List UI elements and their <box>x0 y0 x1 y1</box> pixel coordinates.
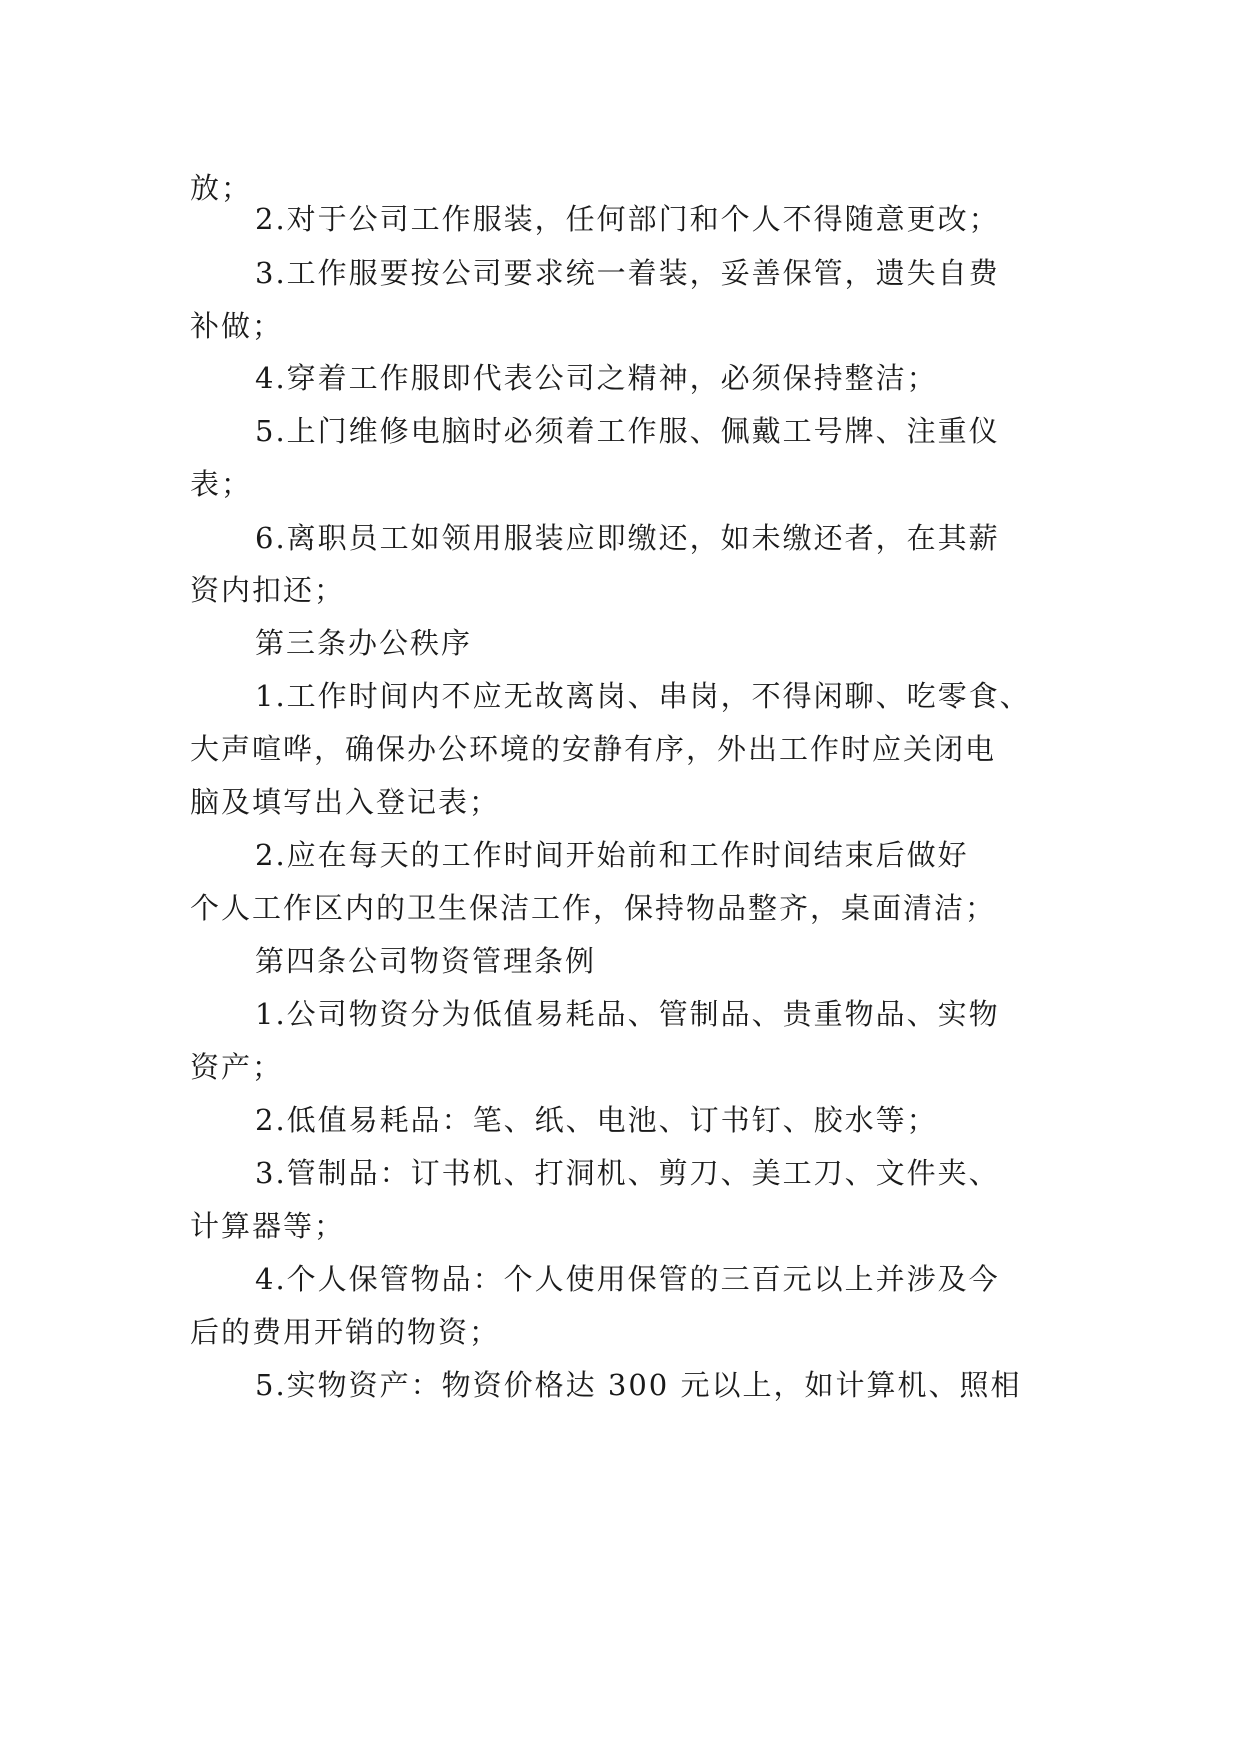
text-line: 个人工作区内的卫生保洁工作，保持物品整齐，桌面清洁； <box>190 891 997 925</box>
text-line: 4.穿着工作服即代表公司之精神，必须保持整洁； <box>255 361 938 395</box>
text-line: 3.工作服要按公司要求统一着装，妥善保管，遗失自费 <box>255 256 1000 290</box>
text-line: 资内扣还； <box>190 573 346 607</box>
text-line: 表； <box>190 467 253 501</box>
text-line: 放； <box>190 171 253 205</box>
text-line: 补做； <box>190 309 284 343</box>
text-line: 大声喧哗，确保办公环境的安静有序，外出工作时应关闭电 <box>190 732 997 766</box>
text-line: 6.离职员工如领用服装应即缴还，如未缴还者，在其薪 <box>255 521 1000 555</box>
text-line: 2.对于公司工作服装，任何部门和个人不得随意更改； <box>255 202 1000 236</box>
text-line: 1.工作时间内不应无故离岗、串岗，不得闲聊、吃零食、 <box>255 679 1031 713</box>
text-line: 2.应在每天的工作时间开始前和工作时间结束后做好 <box>255 838 969 872</box>
text-line: 5.上门维修电脑时必须着工作服、佩戴工号牌、注重仪 <box>255 414 1000 448</box>
text-line: 1.公司物资分为低值易耗品、管制品、贵重物品、实物 <box>255 997 1000 1031</box>
text-line: 资产； <box>190 1050 284 1084</box>
section-heading: 第四条公司物资管理条例 <box>255 944 597 978</box>
text-line: 脑及填写出入登记表； <box>190 785 501 819</box>
text-line: 4.个人保管物品：个人使用保管的三百元以上并涉及今 <box>255 1262 1000 1296</box>
text-line: 2.低值易耗品：笔、纸、电池、订书钉、胶水等； <box>255 1103 938 1137</box>
text-line: 3.管制品：订书机、打洞机、剪刀、美工刀、文件夹、 <box>255 1156 1000 1190</box>
text-line: 后的费用开销的物资； <box>190 1315 501 1349</box>
text-line: 5.实物资产：物资价格达 300 元以上，如计算机、照相 <box>255 1368 1022 1402</box>
text-line: 计算器等； <box>190 1209 346 1243</box>
section-heading: 第三条办公秩序 <box>255 626 473 660</box>
